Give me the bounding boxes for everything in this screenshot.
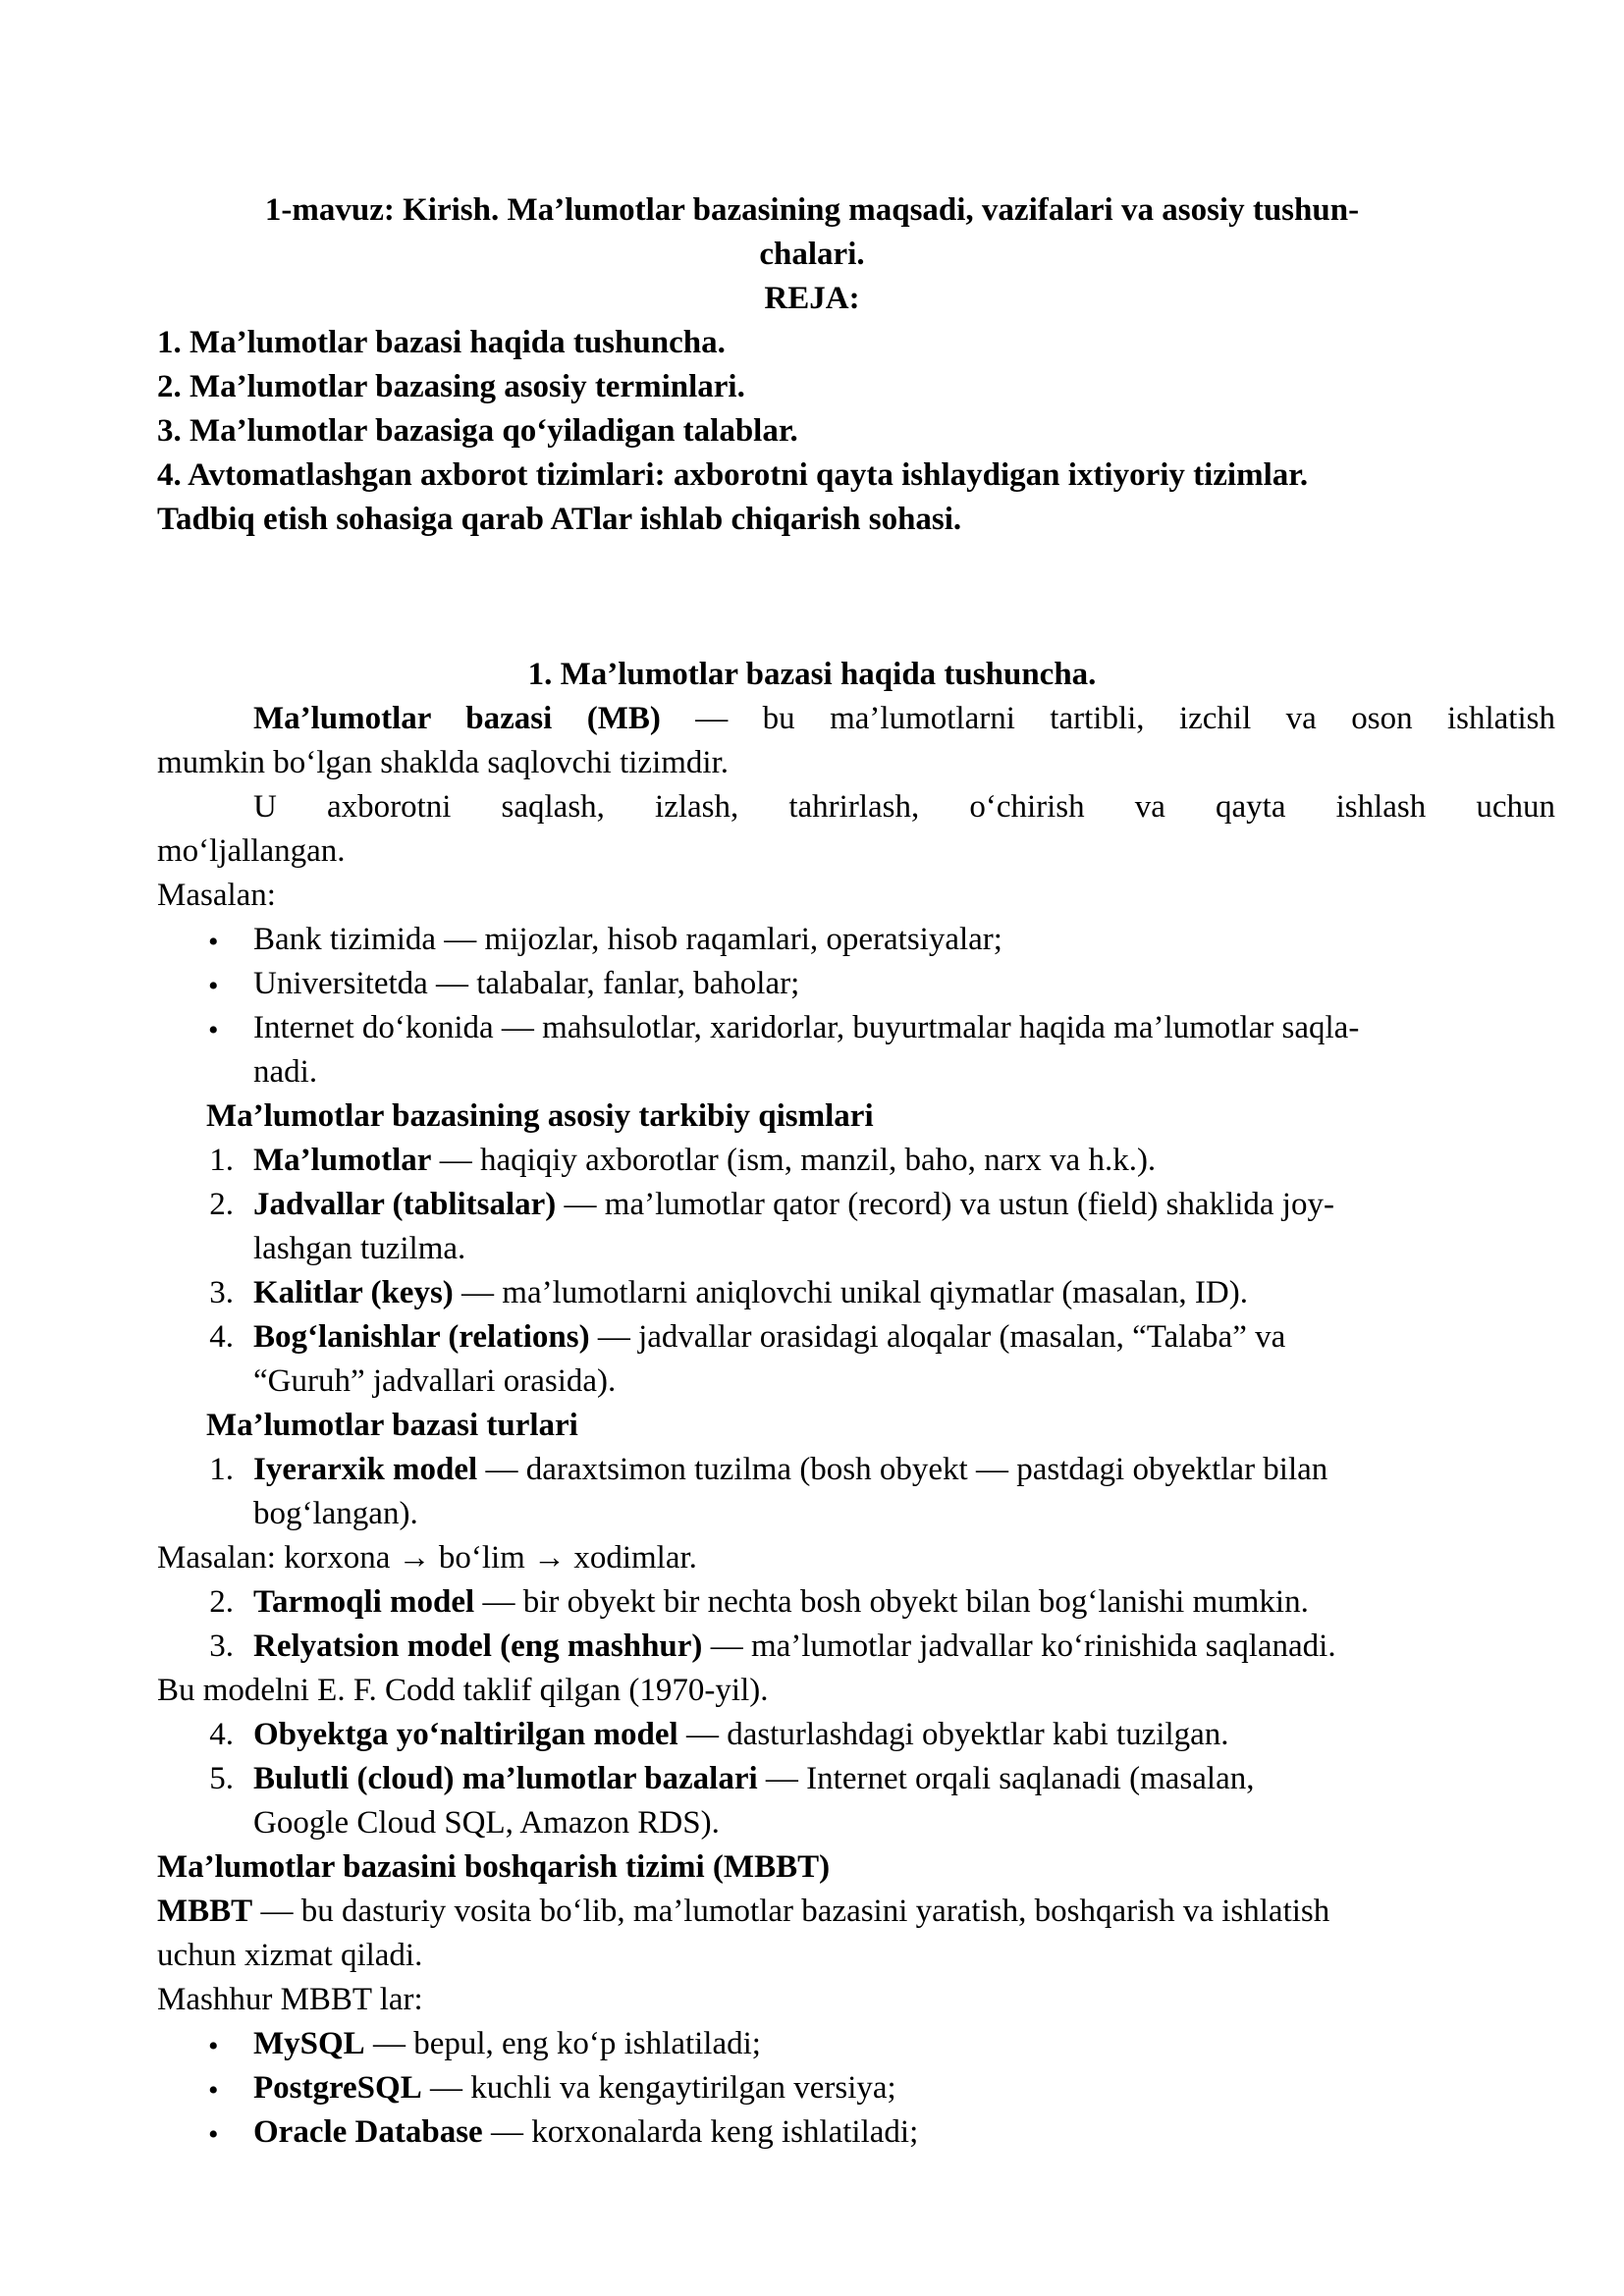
- dbms-definition-term: MBBT: [157, 1894, 253, 1929]
- component-desc: — jadvallar orasidagi aloqalar (masalan, “Talaba” va: [589, 1319, 1286, 1355]
- dbms-term: MySQL: [253, 2026, 365, 2061]
- dbms-item-2: [253, 2066, 896, 2110]
- bullet-icon: •: [208, 2074, 219, 2107]
- component-item-1: [253, 1139, 1156, 1183]
- bullet-icon: •: [208, 2118, 219, 2151]
- dbms-desc: — bepul, eng ko‘p ishlatiladi;: [364, 2026, 761, 2061]
- document-title-line2: chalari.: [759, 237, 865, 272]
- list-number: 2.: [209, 1584, 234, 1620]
- section1-heading: 1. Ma’lumotlar bazasi haqida tushuncha.: [527, 657, 1097, 692]
- example-item-3: Internet do‘konida — mahsulotlar, xaridorlar, buyurtmalar haqida ma’lumotlar saqla-: [253, 1010, 1360, 1045]
- type-desc: — ma’lumotlar jadvallar ko‘rinishida saqlanadi.: [702, 1629, 1336, 1664]
- plan-heading: REJA:: [764, 281, 860, 316]
- bullet-icon: •: [208, 1014, 219, 1046]
- example-item-3-cont: nadi.: [253, 1054, 318, 1090]
- component-term: Jadvallar (tablitsalar): [253, 1187, 557, 1222]
- dbms-definition-line1: [157, 1890, 1329, 1934]
- type-item-2: [253, 1580, 1309, 1625]
- list-number: 5.: [209, 1761, 234, 1796]
- dbms-desc: — korxonalarda keng ishlatiladi;: [482, 2114, 919, 2150]
- component-desc: — ma’lumotlar qator (record) va ustun (field) shaklida joy-: [556, 1187, 1334, 1222]
- bullet-icon: •: [208, 970, 219, 1002]
- plan-item-4: 4. Avtomatlashgan axborot tizimlari: axborotni qayta ishlaydigan ixtiyoriy tizimlar.: [157, 457, 1309, 493]
- component-desc: — ma’lumotlarni aniqlovchi unikal qiymatlar (masalan, ID).: [453, 1275, 1248, 1310]
- component-item-2: [253, 1183, 1334, 1227]
- list-number: 3.: [209, 1275, 234, 1310]
- type-term: Tarmoqli model: [253, 1584, 475, 1620]
- bullet-icon: •: [208, 2030, 219, 2062]
- dbms-item-1: [253, 2022, 761, 2066]
- examples-label: Masalan:: [157, 878, 276, 913]
- db-purpose-line1: U axborotni saqlash, izlash, tahrirlash, o‘chirish va qayta ishlash uchun: [253, 789, 1555, 825]
- db-definition-line2: mumkin bo‘lgan shaklda saqlovchi tizimdir.: [157, 745, 729, 780]
- type-item-1-cont: bog‘langan).: [253, 1496, 418, 1531]
- type-item-1-example: Masalan: korxona → bo‘lim → xodimlar.: [157, 1540, 697, 1575]
- list-number: 2.: [209, 1187, 234, 1222]
- type-item-5-cont: Google Cloud SQL, Amazon RDS).: [253, 1805, 720, 1841]
- type-item-5: [253, 1757, 1254, 1801]
- list-number: 4.: [209, 1717, 234, 1752]
- component-item-4-cont: “Guruh” jadvallari orasida).: [253, 1363, 617, 1399]
- component-term: Ma’lumotlar: [253, 1143, 432, 1178]
- type-term: Relyatsion model (eng mashhur): [253, 1629, 703, 1664]
- type-desc: — Internet orqali saqlanadi (masalan,: [757, 1761, 1255, 1796]
- component-item-3: [253, 1271, 1248, 1315]
- plan-item-3: 3. Ma’lumotlar bazasiga qo‘yiladigan talablar.: [157, 413, 798, 449]
- plan-item-2: 2. Ma’lumotlar bazasing asosiy terminlari.: [157, 369, 745, 404]
- component-item-4: [253, 1315, 1285, 1360]
- type-item-1: [253, 1448, 1327, 1492]
- plan-item-4-cont: Tadbiq etish sohasiga qarab ATlar ishlab chiqarish sohasi.: [157, 502, 962, 537]
- component-term: Kalitlar (keys): [253, 1275, 454, 1310]
- type-item-4: [253, 1713, 1229, 1757]
- dbms-definition-line2: uchun xizmat qiladi.: [157, 1938, 423, 1973]
- type-item-3-note: Bu modelni E. F. Codd taklif qilgan (1970-yil).: [157, 1673, 769, 1708]
- types-heading: Ma’lumotlar bazasi turlari: [206, 1408, 578, 1443]
- example-item-1: Bank tizimida — mijozlar, hisob raqamlari, operatsiyalar;: [253, 922, 1002, 957]
- component-desc: — haqiqiy axborotlar (ism, manzil, baho, narx va h.k.).: [431, 1143, 1157, 1178]
- component-term: Bog‘lanishlar (relations): [253, 1319, 590, 1355]
- list-number: 3.: [209, 1629, 234, 1664]
- dbms-definition-text: — bu dasturiy vosita bo‘lib, ma’lumotlar bazasini yaratish, boshqarish va ishlatish: [252, 1894, 1330, 1929]
- type-term: Bulutli (cloud) ma’lumotlar bazalari: [253, 1761, 758, 1796]
- type-term: Obyektga yo‘naltirilgan model: [253, 1717, 678, 1752]
- type-term: Iyerarxik model: [253, 1452, 478, 1487]
- db-definition-line1: [253, 697, 1555, 741]
- dbms-item-3: [253, 2110, 918, 2155]
- type-desc: — daraxtsimon tuzilma (bosh obyekt — pastdagi obyektlar bilan: [477, 1452, 1328, 1487]
- dbms-heading: Ma’lumotlar bazasini boshqarish tizimi (MBBT): [157, 1849, 831, 1885]
- dbms-list-label: Mashhur MBBT lar:: [157, 1982, 423, 2017]
- example-item-2: Universitetda — talabalar, fanlar, baholar;: [253, 966, 800, 1001]
- db-purpose-line2: mo‘ljallangan.: [157, 833, 346, 869]
- plan-item-1: 1. Ma’lumotlar bazasi haqida tushuncha.: [157, 325, 726, 360]
- components-heading: Ma’lumotlar bazasining asosiy tarkibiy qismlari: [206, 1098, 874, 1134]
- dbms-desc: — kuchli va kengaytirilgan versiya;: [421, 2070, 896, 2106]
- type-item-3: [253, 1625, 1336, 1669]
- bullet-icon: •: [208, 926, 219, 958]
- dbms-term: Oracle Database: [253, 2114, 483, 2150]
- type-desc: — bir obyekt bir nechta bosh obyekt bilan bog‘lanishi mumkin.: [474, 1584, 1309, 1620]
- type-desc: — dasturlashdagi obyektlar kabi tuzilgan.: [677, 1717, 1229, 1752]
- list-number: 1.: [209, 1143, 234, 1178]
- document-title-line1: 1-mavuz: Kirish. Ma’lumotlar bazasining maqsadi, vazifalari va asosiy tushun-: [264, 192, 1360, 228]
- db-definition-text: — bu ma’lumotlarni tartibli, izchil va oson ishlatish: [695, 701, 1555, 736]
- component-item-2-cont: lashgan tuzilma.: [253, 1231, 466, 1266]
- list-number: 4.: [209, 1319, 234, 1355]
- dbms-term: PostgreSQL: [253, 2070, 422, 2106]
- db-definition-term: Ma’lumotlar bazasi (MB): [253, 701, 661, 736]
- list-number: 1.: [209, 1452, 234, 1487]
